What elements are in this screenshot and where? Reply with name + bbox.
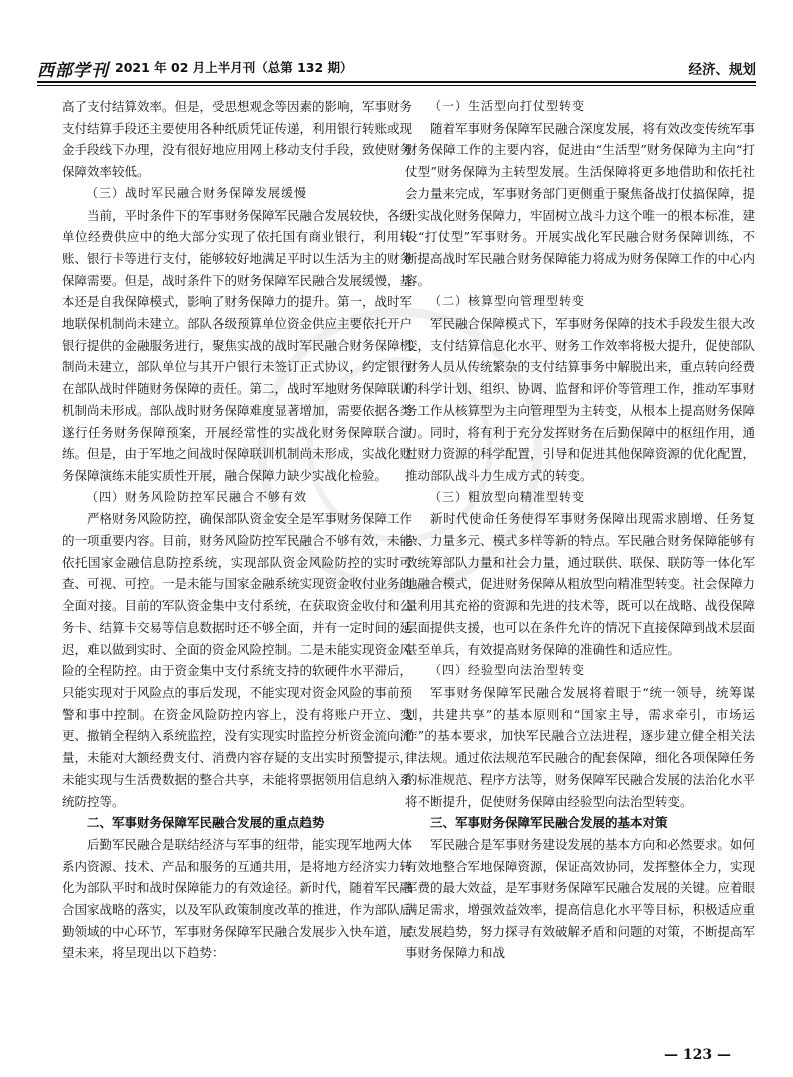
- section-heading: 二、军事财务保障军民融合发展的重点趋势: [87, 815, 325, 831]
- subsection-heading: （三）战时军民融合财务保障发展缓慢: [86, 185, 308, 200]
- body-paragraph: 新时代使命任务使得军事财务保障出现需求剧增、任务复杂、力量多元、模式多样等新的特点。军民融合财务保障能够有效统筹部队力量和社会力量，通过联供、联保、联防等一体化军地融合模式，促进财务保障从粗放型向精准型转变。社会保障力量利用其充裕的资源和先进的技术等，既可以在战略、战役保障层面提供支援，也可以在条件允许的情况下直接保障到战术层面甚至单兵，有效提高财务保障的准确性和适应性。: [405, 511, 755, 657]
- header-rule-thick: [37, 81, 756, 83]
- body-paragraph: 军民融合是军事财务建设发展的基本方向和必然要求。如何有效地整合军地保障资源，保证高效协同，发挥整体全力，实现军费的最大效益，是军事财务保障军民融合发展的关键。应着眼满足需求，增强效益效率，提高信息化水平等目标，积极适应重点发展趋势，努力探寻有效破解矛盾和问题的对策，不断提高军事财务保障力和战: [405, 836, 755, 961]
- left-column: [62, 96, 412, 1036]
- body-paragraph: 当前，平时条件下的军事财务保障军民融合发展较快，各级单位经费供应中的绝大部分实现了依托国有商业银行，利用转账、银行卡等进行支付，能够较好地满足平时以生活为主的财务保障需要。但是，战时条件下的财务保障军民融合发展缓慢，基本还是自我保障模式，影响了财务保障力的提升。第一，战时军地联保机制尚未建立。部队各级预算单位资金供应主要依托开户银行提供的金融服务进行，聚焦实战的战时军民融合财务保障机制尚未建立，部队单位与其开户银行未签订正式协议，约定银行在部队战时伴随财务保障的责任。第二，战时军地财务保障联训机制尚未形成。部队战时财务保障难度显著增加，需要依据各类遂行任务财务保障预案，开展经常性的实战化财务保障联合演练。但是，由于军地之间战时保障联训机制尚未形成，实战化财务保障演练未能实质性开展，融合保障力缺少实战化检验。: [62, 207, 412, 483]
- section-heading: 三、军事财务保障军民融合发展的基本对策: [430, 815, 668, 831]
- page-header: [37, 56, 756, 81]
- subsection-heading: （四）经验型向法治型转变: [429, 663, 586, 678]
- subsection-heading: （一）生活型向打仗型转变: [429, 99, 586, 113]
- body-paragraph: 严格财务风险防控，确保部队资金安全是军事财务保障工作的一项重要内容。目前，财务风险防控军民融合不够有效，未能依托国家金融信息防控系统，实现部队资金风险防控的实时可查、可视、可控。一是未能与国家金融系统实现资金收付业务的全面对接。目前的军队资金集中支付系统，在获取资金收付和公务卡、结算卡交易等信息数据时还不够全面，并有一定时间的延迟，难以做到实时、全面的资金风险控制。二是未能实现资金风险的全程防控。由于资金集中支付系统支持的软硬件水平滞后，只能实现对于风险点的事后发现，不能实现对资金风险的事前预警和事中控制。在资金风险防控内容上，没有将账户开立、变更、撤销全程纳入系统监控，没有实现实时监控分析资金流向流量，未能对大额经费支付、消费内容存疑的支出实时预警提示，未能实现与生活费数据的整合共享，未能将票据领用信息纳入系统防控等。: [62, 511, 412, 809]
- body-paragraph: 随着军事财务保障军民融合深度发展，将有效改变传统军事财务保障工作的主要内容，促进由“生活型”财务保障为主向“打仗型”财务保障为主转型发展。生活保障将更多地借助和依托社会力量来完成，军事财务部门更侧重于聚焦备战打仗搞保障，提升实战化财务保障力，牢固树立战斗力这个唯一的根本标准，建设“打仗型”军事财务。开展实战化军民融合财务保障训练，不断提高战时军民融合财务保障能力将成为财务保障工作的中心内容。: [405, 120, 755, 288]
- journal-name: 西部学刊: [37, 61, 109, 81]
- body-paragraph: 军民融合保障模式下，军事财务保障的技术手段发生很大改变，支付结算信息化水平、财务工作效率将极大提升，促使部队财务人员从传统繁杂的支付结算事务中解脱出来，重点转向经费的科学计划、组织、协调、监督和评价等管理工作，推动军事财务工作从核算型为主向管理型为主转变，从根本上提高财务保障力。同时，将有利于充分发挥财务在后勤保障中的枢纽作用，通过财力资源的科学配置，引导和促进其他保障资源的优化配置，推动部队战斗力生成方式的转变。: [405, 316, 755, 483]
- body-paragraph: 军事财务保障军民融合发展将着眼于“统一领导，统筹谋划，共建共享”的基本原则和“国家主导，需求牵引，市场运作”的基本要求，加快军民融合立法进程，逐步建立健全相关法律法规。通过依法规范军民融合的配套保障，细化各项保障任务的标准规范、程序方法等，财务保障军民融合发展的法治化水平将不断提升，促使财务保障由经验型向法治型转变。: [405, 684, 755, 809]
- issue-info: 2021 年 02 月上半月刊（总第 132 期）: [115, 60, 353, 75]
- body-paragraph: 高了支付结算效率。但是，受思想观念等因素的影响，军事财务支付结算手段还主要使用各种纸质凭证传递，利用银行转账或现金手段线下办理，没有很好地应用网上移动支付手段，致使财务保障效率较低。: [62, 99, 412, 180]
- right-column: [405, 96, 755, 1036]
- body-paragraph: 后勤军民融合是联结经济与军事的纽带，能实现军地两大体系内资源、技术、产品和服务的互通共用，是将地方经济实力转化为部队平时和战时保障能力的有效途径。新时代，随着军民融合国家战略的落实，以及军队政策制度改革的推进，作为部队后勤领域的中心环节，军事财务保障军民融合发展步入快车道，展望未来，将呈现出以下趋势：: [62, 836, 412, 961]
- section-title: 经济、规划: [688, 62, 756, 78]
- page-number: — 123 —: [664, 1047, 731, 1063]
- subsection-heading: （三）粗放型向精准型转变: [429, 489, 586, 504]
- subsection-heading: （二）核算型向管理型转变: [429, 294, 586, 309]
- header-rule-thin: [37, 85, 756, 86]
- subsection-heading: （四）财务风险防控军民融合不够有效: [86, 489, 308, 504]
